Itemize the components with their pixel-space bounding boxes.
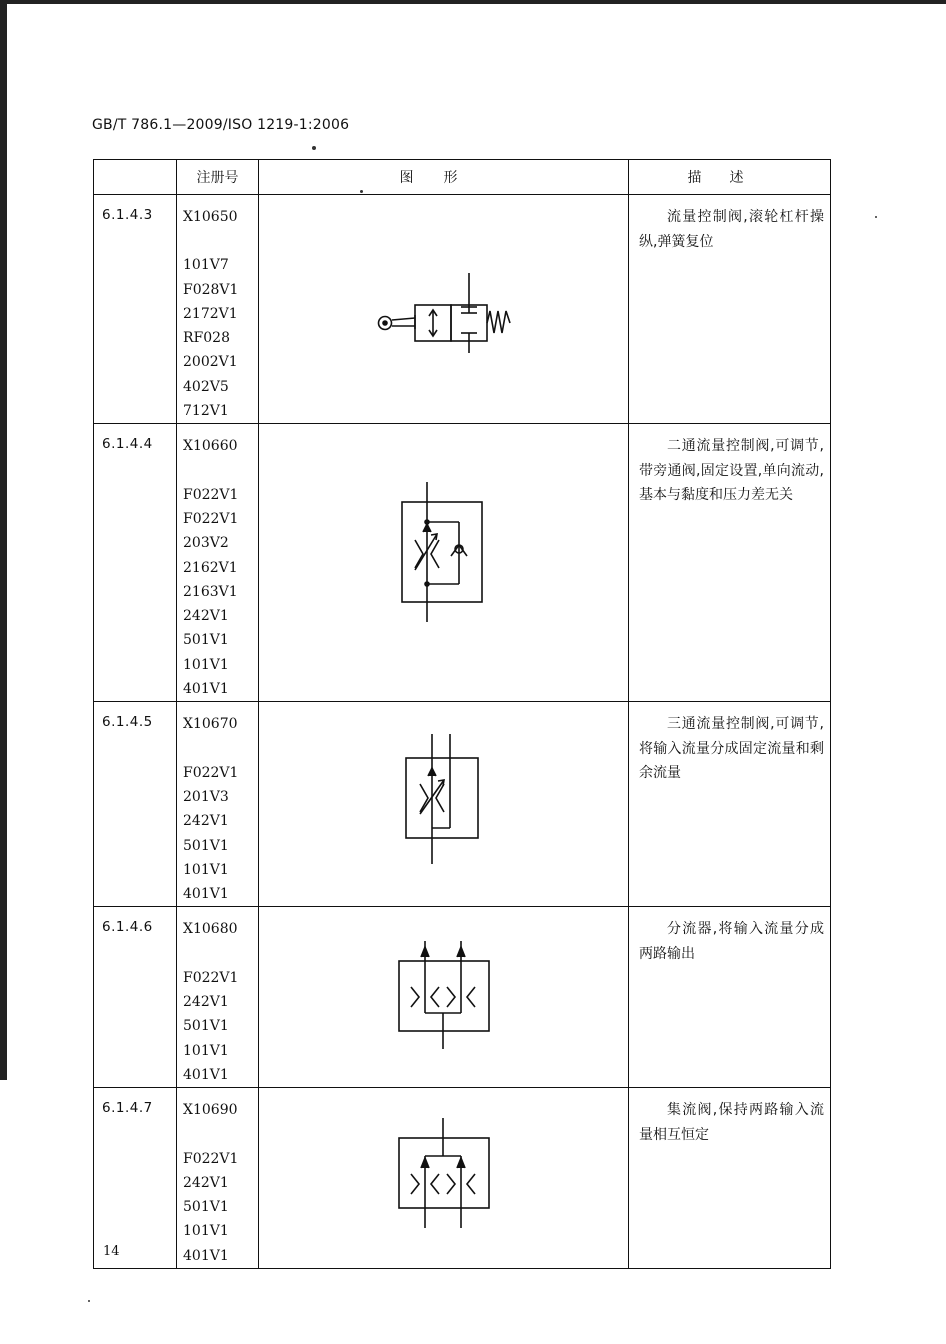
clause-cell: 6.1.4.3 [94, 195, 177, 424]
reg-main: X10650 [183, 209, 238, 225]
reg-item: 2162V1 [183, 559, 238, 576]
reg-item: F028V1 [183, 281, 239, 298]
reg-item: 242V1 [183, 994, 229, 1011]
reg-item: 501V1 [183, 837, 229, 854]
clause-cell: 6.1.4.7 [94, 1088, 177, 1269]
figure-cell [259, 702, 629, 907]
figure-cell [259, 195, 629, 424]
registration-cell [177, 195, 259, 424]
description-cell: 二通流量控制阀,可调节,带旁通阀,固定设置,单向流动,基本与黏度和压力差无关 [629, 424, 831, 702]
reg-item: F022V1 [183, 764, 239, 781]
reg-item: RF028 [183, 330, 230, 347]
reg-item: 101V1 [183, 1223, 229, 1240]
registration-cell [177, 907, 259, 1088]
reg-item: F022V1 [183, 486, 239, 503]
reg-item: F022V1 [183, 969, 239, 986]
reg-item: 101V1 [183, 1042, 229, 1059]
reg-item: 101V1 [183, 656, 229, 673]
reg-item: 242V1 [183, 1174, 229, 1191]
scan-edge-top [0, 0, 946, 4]
reg-item: 2163V1 [183, 583, 238, 600]
flow-control-valve-roller-lever-symbol [369, 263, 529, 353]
table-row [94, 907, 831, 1088]
reg-item: 2172V1 [183, 305, 238, 322]
reg-item: 501V1 [183, 1199, 229, 1216]
reg-item: 712V1 [183, 403, 229, 420]
reg-item: 101V7 [183, 257, 229, 274]
reg-item: 401V1 [183, 886, 229, 903]
reg-item: 203V2 [183, 535, 229, 552]
figure-cell [259, 907, 629, 1088]
reg-item: 501V1 [183, 1018, 229, 1035]
description-cell: 三通流量控制阀,可调节,将输入流量分成固定流量和剩余流量 [629, 702, 831, 907]
registration-cell [177, 424, 259, 702]
flow-combiner-symbol [397, 1118, 491, 1230]
scan-speck [360, 190, 363, 193]
scan-speck [312, 146, 316, 150]
standard-header: GB/T 786.1—2009/ISO 1219-1:2006 [92, 117, 350, 133]
table-row [94, 195, 831, 424]
flow-divider-symbol [397, 941, 491, 1051]
reg-main: X10660 [183, 438, 238, 455]
three-way-flow-control-valve-symbol [402, 734, 482, 864]
reg-item: 242V1 [183, 608, 229, 625]
reg-item: 402V5 [183, 378, 229, 395]
scan-speck [875, 216, 877, 218]
figure-cell [259, 424, 629, 702]
symbol-table [93, 159, 831, 1269]
scan-speck [88, 1300, 90, 1302]
figure-cell [259, 1088, 629, 1269]
reg-main: X10680 [183, 921, 238, 938]
table-row [94, 1088, 831, 1269]
scan-edge-left [0, 0, 7, 1080]
reg-main: X10690 [183, 1102, 238, 1119]
clause-cell: 6.1.4.5 [94, 702, 177, 907]
reg-item: F022V1 [183, 510, 239, 527]
reg-item: 242V1 [183, 813, 229, 830]
clause-cell: 6.1.4.6 [94, 907, 177, 1088]
reg-main: X10670 [183, 716, 238, 733]
reg-item: 501V1 [183, 632, 229, 649]
reg-item: F022V1 [183, 1150, 239, 1167]
two-way-flow-control-valve-symbol [397, 482, 487, 622]
clause-cell: 6.1.4.4 [94, 424, 177, 702]
reg-item: 401V1 [183, 681, 229, 698]
reg-item: 101V1 [183, 861, 229, 878]
header-clause [94, 160, 177, 195]
reg-item: 401V1 [183, 1247, 229, 1264]
reg-item: 201V3 [183, 788, 229, 805]
registration-cell [177, 1088, 259, 1269]
header-figure: 图形 [259, 160, 629, 195]
description-cell: 流量控制阀,滚轮杠杆操纵,弹簧复位 [629, 195, 831, 424]
description-cell: 集流阀,保持两路输入流量相互恒定 [629, 1088, 831, 1269]
registration-cell [177, 702, 259, 907]
table-row [94, 424, 831, 702]
header-registration: 注册号 [177, 160, 259, 195]
table-row [94, 702, 831, 907]
header-description: 描述 [629, 160, 831, 195]
reg-item: 401V1 [183, 1066, 229, 1083]
reg-item: 2002V1 [183, 354, 238, 371]
page-number: 14 [103, 1244, 120, 1259]
description-cell: 分流器,将输入流量分成两路输出 [629, 907, 831, 1088]
table-header-row [94, 160, 831, 195]
